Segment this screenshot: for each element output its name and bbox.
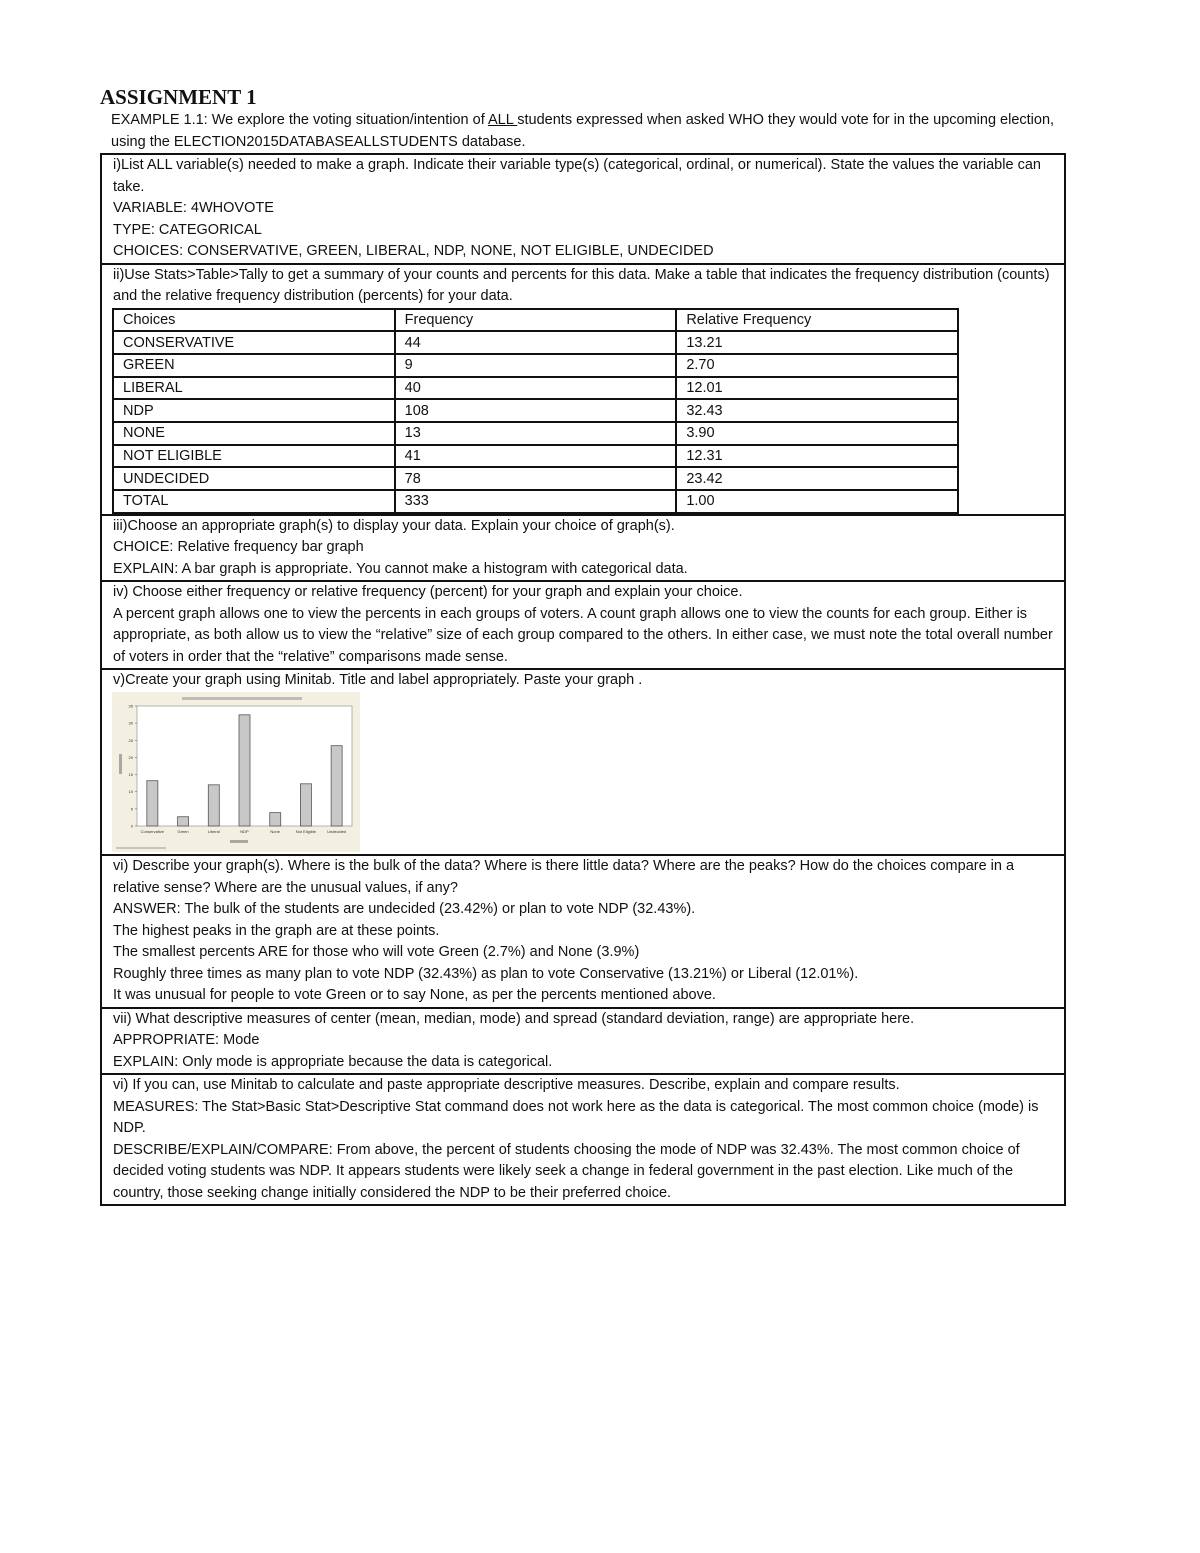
appropriate-line: APPROPRIATE: Mode [113, 1032, 260, 1049]
question-2: ii)Use Stats>Table>Tally to get a summary of your counts and percents for this data. Make a table that indicates the frequency distribution (counts) and the relative frequency distribution (percents) for your data. [113, 266, 1050, 304]
chart-ylabel-blur [119, 754, 122, 774]
variable-line: VARIABLE: 4WHOVOTE [113, 200, 274, 216]
minitab-bar-chart [112, 692, 360, 852]
table-cell: 108 [395, 399, 677, 422]
chart-title-blur [182, 697, 302, 700]
describe-compare-line: DESCRIBE/EXPLAIN/COMPARE: From above, the percent of students choosing the mode of NDP was 32.43%. The most common choice of decided voting students was NDP. It appears students were likely seek a change in federal government in the past election. Like much of the country, those seeking change initially considered the NDP to be their preferred choice. [113, 1141, 1020, 1201]
table-cell: 9 [395, 354, 677, 377]
table-cell: 2.70 [676, 354, 958, 377]
describe-line-2: The highest peaks in the graph are at these points. [113, 922, 440, 939]
chart-y-tick-label: 25 [128, 737, 133, 743]
chart-x-tick-label: Liberal [207, 828, 220, 834]
answer-4: A percent graph allows one to view the percents in each groups of voters. A count graph allows one to view the counts for each group. Either is appropriate, as both allow us to view the “relative” size of each group compared to the others. In either case, we must note the total overall number of voters in order that the “relative” comparisons made sense. [113, 605, 1053, 665]
section-minitab-measures [100, 1075, 1066, 1206]
table-row [113, 490, 958, 513]
chart-bar [239, 714, 250, 825]
table-cell: 1.00 [676, 490, 958, 513]
measures-line: MEASURES: The Stat>Basic Stat>Descriptive Stat command does not work here as the data is categorical. The most common choice (mode) is NDP. [113, 1098, 1039, 1137]
chart-x-tick-label: NDP [240, 828, 249, 834]
chart-y-tick-label: 30 [128, 720, 133, 726]
table-cell: 333 [395, 490, 677, 513]
assignment-title: ASSIGNMENT 1 [100, 85, 257, 109]
table-row [113, 422, 958, 445]
chart-bar [178, 816, 189, 825]
table-cell: 32.43 [676, 399, 958, 422]
chart-bar [147, 780, 158, 825]
describe-line-1: ANSWER: The bulk of the students are undecided (23.42%) or plan to vote NDP (32.43%). [113, 901, 696, 918]
describe-line-4: Roughly three times as many plan to vote NDP (32.43%) as plan to vote Conservative (13.21%) or Liberal (12.01%). [113, 965, 859, 982]
table-cell: 78 [395, 467, 677, 490]
chart-bar [270, 812, 281, 825]
table-cell: 23.42 [676, 467, 958, 490]
table-cell: UNDECIDED [113, 467, 395, 490]
table-cell: NOT ELIGIBLE [113, 445, 395, 468]
section-graph [100, 670, 1066, 856]
table-cell: LIBERAL [113, 377, 395, 400]
table-cell: GREEN [113, 354, 395, 377]
table-cell: CONSERVATIVE [113, 331, 395, 354]
table-header-cell: Frequency [395, 309, 677, 332]
question-4: iv) Choose either frequency or relative frequency (percent) for your graph and explain your choice. [113, 584, 743, 601]
table-cell: 41 [395, 445, 677, 468]
chart-y-tick-label: 35 [128, 703, 133, 709]
table-row [113, 445, 958, 468]
table-cell: 13 [395, 422, 677, 445]
intro-text-a: EXAMPLE 1.1: We explore the voting situation/intention of [111, 112, 488, 128]
section-graph-choice [100, 516, 1066, 583]
question-3: iii)Choose an appropriate graph(s) to display your data. Explain your choice of graph(s). [113, 517, 675, 534]
table-cell: 3.90 [676, 422, 958, 445]
table-cell: 12.31 [676, 445, 958, 468]
table-row [113, 377, 958, 400]
chart-bar [208, 785, 219, 826]
chart-x-tick-label: Not Eligible [295, 828, 317, 834]
explain-line-3: EXPLAIN: A bar graph is appropriate. You cannot make a histogram with categorical data. [113, 560, 688, 577]
intro-underlined: ALL [487, 112, 518, 128]
question-8: vi) If you can, use Minitab to calculate and paste appropriate descriptive measures. Describe, explain and compare results. [113, 1077, 900, 1094]
table-cell: 13.21 [676, 331, 958, 354]
chart-x-tick-label: Conservative [140, 828, 165, 834]
chart-y-tick-label: 10 [128, 788, 133, 794]
choices-line: CHOICES: CONSERVATIVE, GREEN, LIBERAL, NDP, NONE, NOT ELIGIBLE, UNDECIDED [113, 243, 714, 259]
table-row [113, 354, 958, 377]
table-row [113, 467, 958, 490]
question-7: vii) What descriptive measures of center (mean, median, mode) and spread (standard deviation, range) are appropriate here. [113, 1010, 915, 1027]
section-variables [100, 153, 1066, 265]
table-header-cell: Choices [113, 309, 395, 332]
chart-xlabel-blur [230, 840, 248, 843]
table-cell: NONE [113, 422, 395, 445]
table-cell: 40 [395, 377, 677, 400]
chart-y-tick-label: 5 [130, 806, 133, 812]
explain-line-7: EXPLAIN: Only mode is appropriate because the data is categorical. [113, 1053, 553, 1070]
chart-x-tick-label: Undecided [327, 828, 347, 834]
chart-y-tick-label: 15 [128, 771, 133, 777]
document-page [100, 84, 1066, 1206]
table-row [113, 331, 958, 354]
table-cell: 12.01 [676, 377, 958, 400]
question-6: vi) Describe your graph(s). Where is the bulk of the data? Where is there little data? Where are the peaks? How do the choices compare in a relative sense? Where are the unusual values, if any? [113, 858, 1015, 896]
chart-svg [112, 692, 360, 852]
describe-line-5: It was unusual for people to vote Green or to say None, as per the percents mentioned above. [113, 987, 716, 1004]
chart-footnote-blur [116, 847, 166, 849]
section-measures [100, 1009, 1066, 1076]
table-header-row [113, 309, 958, 332]
table-cell: NDP [113, 399, 395, 422]
frequency-table [112, 308, 959, 514]
table-cell: 44 [395, 331, 677, 354]
table-header-cell: Relative Frequency [676, 309, 958, 332]
chart-bar [300, 783, 311, 825]
choice-line: CHOICE: Relative frequency bar graph [113, 539, 364, 556]
chart-y-tick-label: 0 [130, 823, 133, 829]
section-frequency-choice [100, 582, 1066, 670]
intro-text-b: students expressed when asked WHO they would vote for in the upcoming election, using the ELECTION2015DATABASEALLSTUDENTS database. [111, 112, 1055, 150]
describe-line-3: The smallest percents ARE for those who will vote Green (2.7%) and None (3.9%) [113, 944, 640, 961]
question-1: i)List ALL variable(s) needed to make a graph. Indicate their variable type(s) (categorical, ordinal, or numerical). State the values the variable can take. [113, 157, 1041, 195]
chart-y-tick-label: 20 [128, 754, 133, 760]
table-row [113, 399, 958, 422]
section-describe [100, 856, 1066, 1009]
intro-paragraph [111, 110, 1066, 153]
chart-x-tick-label: None [270, 828, 280, 834]
chart-bar [331, 745, 342, 825]
section-frequency-table [100, 265, 1066, 516]
question-5: v)Create your graph using Minitab. Title and label appropriately. Paste your graph . [113, 672, 643, 689]
chart-x-tick-label: Green [177, 828, 189, 834]
type-line: TYPE: CATEGORICAL [113, 221, 262, 238]
table-cell: TOTAL [113, 490, 395, 513]
